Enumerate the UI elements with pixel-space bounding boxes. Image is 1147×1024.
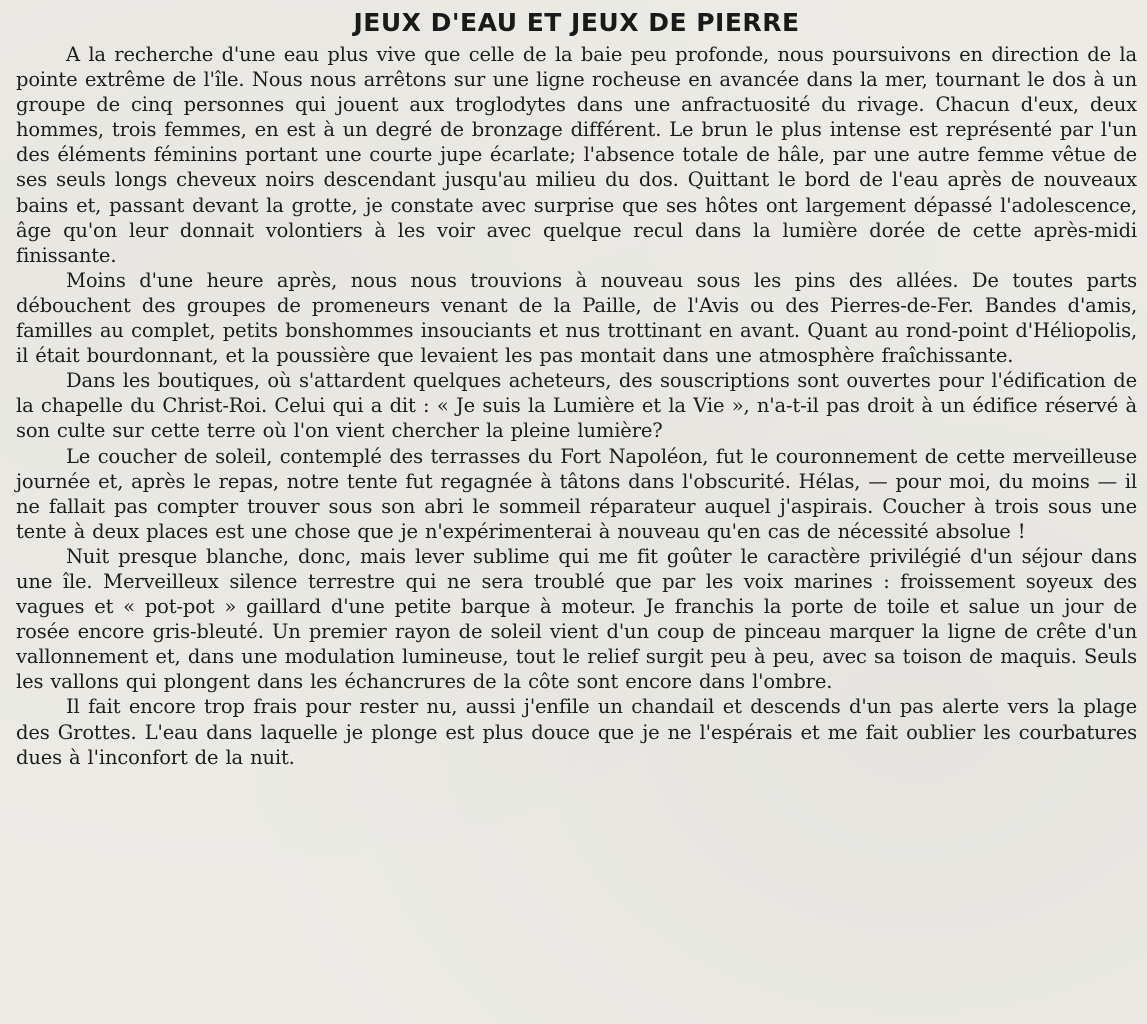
- paragraph-5: Nuit presque blanche, donc, mais lever sublime qui me fit goûter le caractère privilégié d'un séjour dans une île. Merveilleux silence terrestre qui ne sera troublé que par les voix marines : froissement soyeux des vagues et « pot-pot » gaillard d'une petite barque à moteur. Je franchis la porte de toile et salue un jour de rosée encore gris-bleuté. Un premier rayon de soleil vient d'un coup de pinceau marquer la ligne de crête d'un vallonnement et, dans une modulation lumineuse, tout le relief surgit peu à peu, avec sa toison de maquis. Seuls les vallons qui plongent dans les échancrures de la côte sont encore dans l'ombre.: [16, 544, 1137, 694]
- paragraph-3: Dans les boutiques, où s'attardent quelques acheteurs, des souscriptions sont ouvertes pour l'édification de la chapelle du Christ-Roi. Celui qui a dit : « Je suis la Lumière et la Vie », n'a-t-il pas droit à un édifice réservé à son culte sur cette terre où l'on vient chercher la pleine lumière?: [16, 369, 1137, 443]
- paragraph-6: Il fait encore trop frais pour rester nu, aussi j'enfile un chandail et descends d'un pas alerte vers la plage des Grottes. L'eau dans laquelle je plonge est plus douce que je ne l'espérais et me fait oublier les courbatures dues à l'inconfort de la nuit.: [16, 695, 1137, 769]
- paragraph-1: A la recherche d'une eau plus vive que celle de la baie peu profonde, nous poursuivons en direction de la pointe extrême de l'île. Nous nous arrêtons sur une ligne rocheuse en avancée dans la mer, tournant le dos à un groupe de cinq personnes qui jouent aux troglodytes dans une anfractuosité du rivage. Chacun d'eux, deux hommes, trois femmes, en est à un degré de bronzage différent. Le brun le plus intense est représenté par l'un des éléments féminins portant une courte jupe écarlate; l'absence totale de hâle, par une autre femme vêtue de ses seuls longs cheveux noirs descendant jusqu'au milieu du dos. Quittant le bord de l'eau après de nouveaux bains et, passant devant la grotte, je constate avec surprise que ses hôtes ont largement dépassé l'adolescence, âge qu'on leur donnait volontiers à les voir avec quelque recul dans la lumière dorée de cette après-midi finissante.: [16, 43, 1137, 267]
- article-body: [16, 42, 1137, 770]
- paragraph-2: Moins d'une heure après, nous nous trouvions à nouveau sous les pins des allées. De toutes parts débouchent des groupes de promeneurs venant de la Paille, de l'Avis ou des Pierres-de-Fer. Bandes d'amis, familles au complet, petits bonshommes insouciants et nus trottinant en avant. Quant au rond-point d'Héliopolis, il était bourdonnant, et la poussière que levaient les pas montait dans une atmosphère fraîchissante.: [16, 268, 1137, 368]
- paragraph-4: Le coucher de soleil, contemplé des terrasses du Fort Napoléon, fut le couronnement de cette merveilleuse journée et, après le repas, notre tente fut regagnée à tâtons dans l'obscurité. Hélas, — pour moi, du moins — il ne fallait pas compter trouver sous son abri le sommeil réparateur auquel j'aspirais. Coucher à trois sous une tente à deux places est une chose que je n'expérimenterai à nouveau qu'en cas de nécessité absolue !: [16, 444, 1137, 543]
- article-title: JEUX D'EAU ET JEUX DE PIERRE: [353, 8, 800, 37]
